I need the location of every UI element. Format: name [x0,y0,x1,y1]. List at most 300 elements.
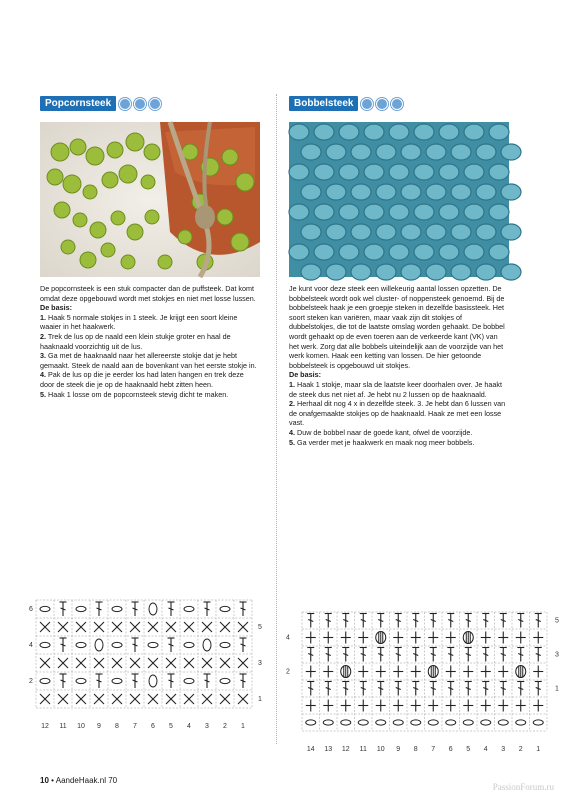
row-label: 2 [29,678,33,685]
column-label: 7 [133,723,137,730]
sc-stitch-symbol [148,622,158,632]
dc-stitch-symbol [342,682,349,696]
sc-stitch-symbol [411,666,421,678]
dc-stitch-symbol [307,682,314,696]
sc-stitch-symbol [238,694,248,704]
dc-stitch-symbol [412,614,419,628]
row-label: 2 [286,668,290,676]
bobble-texture [339,164,359,180]
sc-stitch-symbol [76,658,86,668]
popcornsteek-photo [40,122,260,277]
bobble-texture [339,244,359,260]
sc-stitch-symbol [463,700,473,712]
dc-stitch-symbol [517,648,524,662]
sc-stitch-symbol [202,694,212,704]
bobble-stitch-symbol [463,632,473,644]
bobbelsteek-title-bar [289,96,509,111]
column-label: 7 [431,746,436,753]
popcorn-stitch-symbol [95,639,103,651]
bobble-texture [489,244,509,260]
column-label: 13 [324,746,333,753]
list-item: 1. Haak 5 normale stokjes in 1 steek. Je krijgt een soort kleine waaier in het haakwerk. [40,312,238,332]
bobble-texture [389,204,409,220]
sc-stitch-symbol [184,694,194,704]
bobble-texture [501,184,521,200]
sc-stitch-symbol [306,632,316,644]
row-label: 4 [29,642,33,649]
bobbelsteek-photo [289,122,509,277]
bobbelsteek-steps [289,380,509,447]
chain-stitch-symbol [376,720,386,725]
bobble-texture [464,164,484,180]
bobble-texture [414,124,434,140]
dc-stitch-symbol [168,638,175,652]
sc-stitch-symbol [238,622,248,632]
dc-stitch-symbol [377,648,384,662]
page-number: 10 [40,776,49,785]
sc-stitch-symbol [323,666,333,678]
dc-stitch-symbol [360,648,367,662]
column-label: 5 [169,723,173,730]
popcorn-stitch-symbol [149,675,157,687]
bobble-texture [451,264,471,280]
sc-stitch-symbol [481,632,491,644]
chain-stitch-symbol [481,720,491,725]
chain-stitch-symbol [463,720,473,725]
sc-stitch-symbol [376,666,386,678]
dc-stitch-symbol [430,648,437,662]
bobble-texture [314,164,334,180]
bobble-texture [376,264,396,280]
sc-stitch-symbol [112,622,122,632]
list-item: 1. Haak 1 stokje, maar sla de laatste keer doorhalen over. Je haakt de steek dus net niet af. Je hebt nu 2 lussen op de haaknaald. [289,379,502,399]
dc-stitch-symbol [395,648,402,662]
dc-stitch-symbol [96,674,103,688]
sc-stitch-symbol [166,694,176,704]
sc-stitch-symbol [323,632,333,644]
dc-stitch-symbol [500,682,507,696]
chain-stitch-symbol [323,720,333,725]
sc-stitch-symbol [94,694,104,704]
bobbelsteek-title: Bobbelsteek [289,96,358,111]
chain-stitch-symbol [498,720,508,725]
popcorn-stitch-symbol [149,603,157,615]
bobble-texture [501,264,521,280]
bobble-texture [464,204,484,220]
chain-stitch-symbol [393,720,403,725]
column-divider [276,94,277,744]
sc-stitch-symbol [533,666,543,678]
dc-stitch-symbol [517,614,524,628]
chain-stitch-symbol [358,720,368,725]
sc-stitch-symbol [323,700,333,712]
dc-stitch-symbol [377,614,384,628]
popcornsteek-basis-label: De basis: [40,303,72,313]
bobble-texture [501,144,521,160]
chain-stitch-symbol [220,606,230,611]
sc-stitch-symbol [166,658,176,668]
column-label: 9 [97,723,101,730]
dc-stitch-symbol [447,682,454,696]
bobble-texture [364,124,384,140]
column-label: 14 [306,746,315,753]
sc-stitch-symbol [533,632,543,644]
difficulty-icon [134,98,146,110]
sc-stitch-symbol [411,632,421,644]
dc-stitch-symbol [500,648,507,662]
dc-stitch-symbol [60,602,67,616]
chain-stitch-symbol [112,606,122,611]
dc-stitch-symbol [240,674,247,688]
bobble-texture [389,164,409,180]
bobble-texture [476,184,496,200]
bobble-texture [326,184,346,200]
dc-stitch-symbol [168,674,175,688]
bobbelsteek-text [289,284,509,447]
sc-stitch-symbol [306,666,316,678]
bobble-stitch-symbol [376,632,386,644]
sc-stitch-symbol [358,700,368,712]
sc-stitch-symbol [58,658,68,668]
dc-stitch-symbol [240,638,247,652]
bobble-texture [489,124,509,140]
popcornsteek-title: Popcornsteek [40,96,116,111]
bobble-texture [439,204,459,220]
dc-stitch-symbol [204,674,211,688]
chain-stitch-symbol [40,606,50,611]
bobble-texture [339,204,359,220]
sc-stitch-symbol [94,658,104,668]
publication-name: AandeHaak.nl 70 [55,776,118,785]
list-item: 2. Herhaal dit nog 4 x in dezelfde steek. 3. Je hebt dan 6 lussen van de onafgemaakte stokjes op de haaknaald. Haak ze met een losse vast. [289,399,506,428]
chain-stitch-symbol [112,642,122,647]
bobble-texture [289,164,309,180]
bobble-texture [351,224,371,240]
sc-stitch-symbol [393,700,403,712]
column-label: 1 [536,746,541,753]
bobble-texture [426,184,446,200]
chain-stitch-symbol [446,720,456,725]
bobble-texture [451,224,471,240]
bobble-texture [364,204,384,220]
sc-stitch-symbol [516,700,526,712]
chain-stitch-symbol [220,642,230,647]
bobble-texture [426,144,446,160]
chain-stitch-symbol [533,720,543,725]
row-label: 5 [258,624,262,631]
dc-stitch-symbol [60,638,67,652]
list-item: 3. Ga met de haaknaald naar het allereerste stokje dat je hebt gemaakt. Steek de naald aan de bovenkant van het eerste stokje in. [40,351,257,370]
bobble-texture [326,144,346,160]
column-label: 10 [77,723,85,730]
dc-stitch-symbol [342,614,349,628]
sc-stitch-symbol [40,658,50,668]
difficulty-icon [391,98,403,110]
sc-stitch-symbol [40,694,50,704]
sc-stitch-symbol [428,700,438,712]
bobble-texture [414,164,434,180]
list-item: 5. Ga verder met je haakwerk en maak nog meer bobbels. [289,437,475,447]
dc-stitch-symbol [517,682,524,696]
popcornsteek-text [40,284,260,399]
sc-stitch-symbol [446,700,456,712]
bobble-texture [401,184,421,200]
sc-stitch-symbol [76,622,86,632]
sc-stitch-symbol [40,622,50,632]
bobble-texture [401,224,421,240]
dc-stitch-symbol [307,648,314,662]
sc-stitch-symbol [148,694,158,704]
chain-stitch-symbol [516,720,526,725]
bobble-texture [376,224,396,240]
dc-stitch-symbol [535,648,542,662]
column-label: 6 [448,746,453,753]
bobble-texture [464,124,484,140]
popcornsteek-steps [40,313,260,399]
popcornsteek-intro: De popcornsteek is een stuk compacter dan de puffsteek. Dat komt omdat deze opgebouwd wordt met stokjes en niet met losse lussen. [40,284,256,303]
bobble-texture [314,244,334,260]
column-label: 11 [359,746,367,753]
dc-stitch-symbol [132,674,139,688]
popcornsteek-stitch-diagram [26,598,266,740]
sc-stitch-symbol [376,700,386,712]
dc-stitch-symbol [360,682,367,696]
bobble-stitch-symbol [516,666,526,678]
row-label: 4 [286,634,290,642]
chain-stitch-symbol [184,678,194,683]
dc-stitch-symbol [535,614,542,628]
sc-stitch-symbol [341,700,351,712]
sc-stitch-symbol [411,700,421,712]
bobble-texture [376,144,396,160]
chain-stitch-symbol [184,606,194,611]
popcornsteek-section [40,96,260,399]
dc-stitch-symbol [325,682,332,696]
dc-stitch-symbol [96,602,103,616]
column-label: 3 [501,746,506,753]
bobble-texture [314,204,334,220]
sc-stitch-symbol [516,632,526,644]
chain-stitch-symbol [341,720,351,725]
chain-stitch-symbol [76,678,86,683]
dc-stitch-symbol [465,648,472,662]
bobble-texture [401,264,421,280]
bobble-texture [351,264,371,280]
sc-stitch-symbol [202,622,212,632]
dc-stitch-symbol [465,682,472,696]
dc-stitch-symbol [482,682,489,696]
sc-stitch-symbol [446,666,456,678]
column-label: 10 [376,746,385,753]
row-label: 3 [258,660,262,667]
sc-stitch-symbol [428,632,438,644]
chain-stitch-symbol [428,720,438,725]
dc-stitch-symbol [132,602,139,616]
dc-stitch-symbol [482,614,489,628]
bobbelsteek-stitch-diagram [280,598,559,753]
sc-stitch-symbol [393,632,403,644]
bobble-texture [289,204,309,220]
sc-stitch-symbol [463,666,473,678]
sc-stitch-symbol [184,622,194,632]
bobble-texture [389,244,409,260]
chain-stitch-symbol [184,642,194,647]
column-label: 12 [41,723,49,730]
dc-stitch-symbol [307,614,314,628]
dc-stitch-symbol [204,602,211,616]
bobble-texture [451,184,471,200]
popcornsteek-title-bar [40,96,260,111]
bobble-texture [389,124,409,140]
sc-stitch-symbol [498,632,508,644]
bobbelsteek-intro: Je kunt voor deze steek een willekeurig aantal lossen opzetten. De bobbelsteek wordt ook wel cluster- of noppensteek genoemd. Bij de bobbelsteek haak je een groepje steken in dezelfde basissteek. Het soort steken kan variëren, maar vaak zijn dit stokjes of dubbelstokjes, die tot de laatste omslag worden gehaakt. De bobbel wordt gehaakt op de even toeren aan de verkeerde kant (VK) van het werk. Zorg dat alle bobbels uiteindelijk aan de voorzijde van het werk komen. Haak een ketting van lossen. De hier getoonde bobbelsteek is opgebouwd uit stokjes. [289,284,505,370]
row-label: 6 [29,606,33,613]
sc-stitch-symbol [446,632,456,644]
bobble-texture [414,244,434,260]
bobble-texture [364,244,384,260]
column-label: 6 [151,723,155,730]
bobble-texture [301,224,321,240]
page-footer [40,776,117,785]
sc-stitch-symbol [341,632,351,644]
list-item: 5. Haak 1 losse om de popcornsteek stevig dicht te maken. [40,389,229,399]
dc-stitch-symbol [325,648,332,662]
dc-stitch-symbol [342,648,349,662]
column-label: 8 [413,746,418,753]
bobble-texture [339,124,359,140]
dc-stitch-symbol [377,682,384,696]
row-label: 3 [555,651,559,659]
difficulty-icon [376,98,388,110]
bobble-texture [326,224,346,240]
bobble-texture [501,224,521,240]
dc-stitch-symbol [168,602,175,616]
dc-stitch-symbol [412,648,419,662]
bobbelsteek-basis-label: De basis: [289,370,321,380]
bobble-texture [476,144,496,160]
sc-stitch-symbol [533,700,543,712]
list-item: 4. Duw de bobbel naar de goede kant, ofwel de voorzijde. [289,427,473,437]
dc-stitch-symbol [240,602,247,616]
dc-stitch-symbol [132,638,139,652]
sc-stitch-symbol [306,700,316,712]
sc-stitch-symbol [481,700,491,712]
bobble-texture [401,144,421,160]
dc-stitch-symbol [325,614,332,628]
difficulty-icon [119,98,131,110]
bobble-texture [326,264,346,280]
bobble-texture [489,164,509,180]
bobble-texture [439,124,459,140]
sc-stitch-symbol [220,694,230,704]
dc-stitch-symbol [447,648,454,662]
dc-stitch-symbol [482,648,489,662]
sc-stitch-symbol [358,632,368,644]
sc-stitch-symbol [166,622,176,632]
bobble-texture [376,184,396,200]
sc-stitch-symbol [112,658,122,668]
bobble-texture [464,244,484,260]
column-label: 12 [341,746,350,753]
bobble-texture [364,164,384,180]
bobble-texture [289,244,309,260]
bobble-texture [489,204,509,220]
bobble-texture [439,164,459,180]
chain-stitch-symbol [112,678,122,683]
bobble-texture [301,184,321,200]
sc-stitch-symbol [76,694,86,704]
column-label: 2 [518,746,523,753]
dc-stitch-symbol [360,614,367,628]
sc-stitch-symbol [94,622,104,632]
row-label: 5 [555,617,559,625]
bobble-texture [301,264,321,280]
bobble-texture [426,224,446,240]
sc-stitch-symbol [238,658,248,668]
sc-stitch-symbol [58,694,68,704]
chain-stitch-symbol [76,642,86,647]
column-label: 2 [223,723,227,730]
bobble-texture [414,204,434,220]
dc-stitch-symbol [60,674,67,688]
bobble-texture [476,224,496,240]
list-item: 2. Trek de lus op de naald een klein stukje groter en haal de haaknaald voorzichtig uit de lus. [40,331,231,351]
sc-stitch-symbol [220,658,230,668]
column-label: 11 [59,723,67,730]
column-label: 4 [187,723,191,730]
bobble-stitch-symbol [428,666,438,678]
chain-stitch-symbol [40,642,50,647]
sc-stitch-symbol [498,700,508,712]
dc-stitch-symbol [395,614,402,628]
row-label: 1 [258,696,262,703]
column-label: 9 [396,746,401,753]
column-label: 3 [205,723,209,730]
dc-stitch-symbol [395,682,402,696]
chain-stitch-symbol [306,720,316,725]
bobble-stitch-symbol [341,666,351,678]
column-label: 8 [115,723,119,730]
sc-stitch-symbol [58,622,68,632]
bobbelsteek-section [289,96,509,447]
sc-stitch-symbol [393,666,403,678]
dc-stitch-symbol [430,614,437,628]
sc-stitch-symbol [202,658,212,668]
sc-stitch-symbol [130,694,140,704]
chain-stitch-symbol [411,720,421,725]
dc-stitch-symbol [500,614,507,628]
bobble-texture [314,124,334,140]
sc-stitch-symbol [498,666,508,678]
column-label: 1 [241,723,245,730]
row-label: 1 [555,685,559,693]
column-label: 4 [483,746,488,753]
chain-stitch-symbol [76,606,86,611]
column-label: 5 [466,746,471,753]
difficulty-icon [149,98,161,110]
bobble-texture [476,264,496,280]
chain-stitch-symbol [220,678,230,683]
sc-stitch-symbol [112,694,122,704]
bobble-texture [351,144,371,160]
sc-stitch-symbol [130,658,140,668]
bobble-texture [351,184,371,200]
chain-stitch-symbol [40,678,50,683]
dc-stitch-symbol [535,682,542,696]
dc-stitch-symbol [412,682,419,696]
bobble-texture [301,144,321,160]
sc-stitch-symbol [130,622,140,632]
